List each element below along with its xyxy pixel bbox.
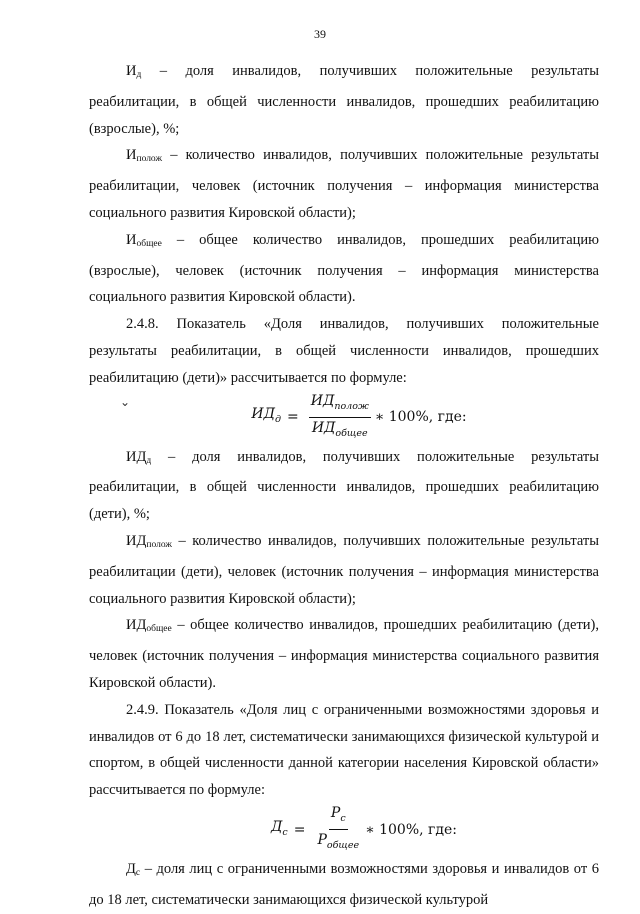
formula-numerator: $P_с$ [329, 804, 348, 830]
definition-paragraph [89, 142, 599, 226]
formula-equals: = [287, 409, 299, 426]
body-paragraph [89, 311, 599, 391]
formula-fraction [309, 392, 371, 443]
definition-text: – доля инвалидов, получивших положительные результаты реабилитации, в общей численности инвалидов, прошедших реабилитацию (дети), %; [89, 448, 599, 523]
definition-symbol: $Д_с$ [126, 860, 141, 878]
definition-subscript: с [135, 867, 141, 878]
definition-symbol: $ИД_{полож}$ [126, 532, 172, 550]
definition-subscript: полож [136, 154, 163, 165]
formula-denominator-subscript: общее [335, 428, 368, 440]
definition-subscript: д [146, 455, 152, 466]
definition-text: – доля лиц с ограниченными возможностями здоровья и инвалидов от 6 до 18 лет, систематически занимающихся физической культурой [89, 860, 599, 908]
definition-text: – общее количество инвалидов, прошедших реабилитацию (дети), человек (источник получения – информация министерства социального развития Кировской области). [89, 617, 599, 691]
definition-subscript: д [136, 70, 142, 80]
definition-text: – доля инвалидов, получивших положительные результаты реабилитации, в общей численности инвалидов, прошедших реабилитацию (взрослые), %; [89, 63, 599, 137]
formula-tail: ∗ 100%, где: [365, 821, 457, 838]
definition-text: – общее количество инвалидов, прошедших реабилитацию (взрослые), человек (источник получения – информация министерства социального развития Кировской области). [89, 231, 599, 306]
document-body [89, 58, 599, 914]
formula-numerator: $ИД_{полож}$ [309, 392, 371, 418]
definition-paragraph [89, 612, 599, 696]
definition-paragraph [89, 58, 599, 142]
formula-denominator-subscript: общее [326, 840, 360, 852]
definition-subscript: общее [136, 238, 162, 249]
body-paragraph [89, 697, 599, 804]
scan-artifact-mark: ⌄ [120, 395, 131, 409]
definition-symbol: $ИД_{общее}$ [126, 617, 172, 635]
formula-numerator-subscript: полож [334, 401, 369, 413]
formula-fraction [315, 804, 361, 855]
formula-denominator: $ИД_{общее}$ [311, 420, 368, 440]
formula-2-block [129, 804, 599, 856]
definition-text: – количество инвалидов, получивших положительные результаты реабилитации, человек (источник получения – информация министерства социального развития Кировской области); [89, 147, 599, 221]
formula-denominator: $P_{общее}$ [317, 832, 360, 852]
definition-text: – количество инвалидов, получивших положительные результаты реабилитации (дети), человек (источник получения – информация министерства социального развития Кировской области); [89, 532, 599, 607]
formula-tail: ∗ 100%, где: [374, 409, 467, 426]
definition-symbol: $ИД_д$ [126, 448, 152, 466]
definition-symbol: $И_{полож}$ [126, 147, 163, 165]
formula-numerator-subscript: с [340, 813, 346, 825]
definition-symbol: $И_{общее}$ [126, 231, 162, 249]
formula-lhs-subscript: д [274, 414, 282, 426]
definition-symbol: $И_д$ [126, 63, 142, 80]
definition-paragraph [89, 227, 599, 311]
page-number: 39 [314, 27, 326, 41]
formula-lhs: $Д_с$ [270, 818, 288, 838]
definition-paragraph [89, 528, 599, 612]
definition-subscript: полож [146, 539, 172, 550]
formula-equals: = [293, 821, 306, 838]
definition-paragraph [89, 444, 599, 528]
definition-subscript: общее [146, 624, 172, 635]
formula-lhs: $ИД_д$ [251, 406, 282, 426]
formula-lhs-subscript: с [282, 826, 288, 838]
formula-1-block [119, 392, 599, 444]
paragraph-text: 2.4.9. Показатель «Доля лиц с ограниченными возможностями здоровья и инвалидов от 6 до 18 лет, систематически занимающихся физической культурой и спортом, в общей численности данной категории населения Кировской области» рассчитывается по формуле: [89, 701, 599, 799]
paragraph-text: 2.4.8. Показатель «Доля инвалидов, получивших положительные результаты реабилитации, в общей численности инвалидов, прошедших реабилитацию (дети)» рассчитывается по формуле: [89, 316, 599, 386]
